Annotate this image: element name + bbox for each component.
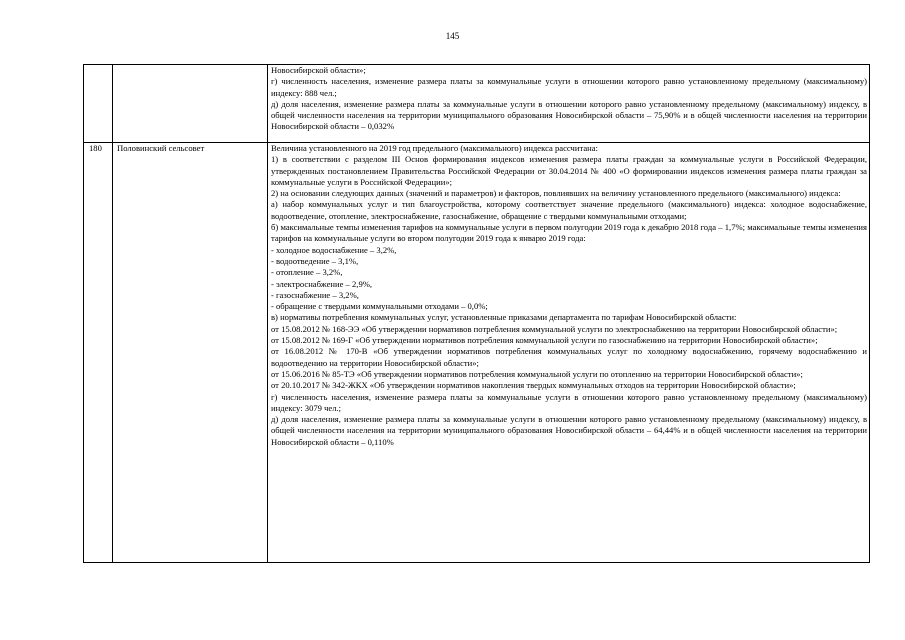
paragraph: от 20.10.2017 № 342-ЖКХ «Об утверждении нормативов накопления твердых коммунальных отходов на территории Новосибирской области»; xyxy=(271,380,796,391)
municipality-name-cell xyxy=(113,65,268,143)
paragraph: - отопление – 3,2%, xyxy=(271,267,343,278)
paragraph: Новосибирской области»; xyxy=(271,65,366,75)
index-table xyxy=(83,64,870,563)
paragraph: - холодное водоснабжение – 3,2%, xyxy=(271,244,397,255)
paragraph: - газоснабжение – 3,2%, xyxy=(271,289,359,300)
row-number-cell xyxy=(84,65,113,143)
calculation-description-cell xyxy=(268,65,870,143)
paragraph: 1) в соответствии с разделом III Основ формирования индексов изменения размера платы граждан за коммунальные услуги в Российской Федерации, утвержденных постановлением Правительства Российской Федерации от 30.04.2014 № 400 «О формировании индексов изменения размера платы граждан за коммунальные услуги в Российской Федерации»; xyxy=(271,154,867,187)
calculation-description-cell xyxy=(268,143,870,563)
page-number: 145 xyxy=(445,31,460,41)
paragraph: д) доля населения, изменение размера платы за коммунальные услуги в отношении которого равно установленному предельному (максимальному) индексу, в общей численности населения на территории муниципального образования Новосибирской области – 64,44% и в общей численности населения на территории Новосибирской области – 0,110% xyxy=(271,414,867,447)
paragraph: г) численность населения, изменение размера платы за коммунальные услуги в отношении которого равно установленному предельному (максимальному) индексу: 888 чел.; xyxy=(271,76,867,98)
paragraph: Величина установленного на 2019 год предельного (максимального) индекса рассчитана: xyxy=(271,143,598,153)
paragraph: д) доля населения, изменение размера платы за коммунальные услуги в отношении которого равно установленному предельному (максимальному) индексу, в общей численности населения на территории муниципального образования Новосибирской области – 75,90% и в общей численности населения на территории Новосибирской области – 0,032% xyxy=(271,98,867,132)
paragraph: г) численность населения, изменение размера платы за коммунальные услуги в отношении которого равно установленному предельному (максимальному) индексу: 3079 чел.; xyxy=(271,391,867,413)
paragraph: - электроснабжение – 2,9%, xyxy=(271,278,373,289)
paragraph: в) нормативы потребления коммунальных услуг, установленные приказами департамента по тарифам Новосибирской области: xyxy=(271,312,737,323)
paragraph: от 15.08.2012 № 168-ЭЭ «Об утверждении нормативов потребления коммунальной услуги по электроснабжению на территории Новосибирской области»; xyxy=(271,323,838,334)
paragraph: от 15.06.2016 № 85-ТЭ «Об утверждении нормативов потребления коммунальной услуги по отоплению на территории Новосибирской области»; xyxy=(271,368,803,379)
paragraph: от 16.08.2012 № 170-В «Об утверждении нормативов потребления коммунальных услуг по холодному водоснабжению, горячему водоснабжению и водоотведению на территории Новосибирской области»; xyxy=(271,346,867,368)
table-row xyxy=(84,143,870,563)
paragraph: - обращение с твердыми коммунальными отходами – 0,0%; xyxy=(271,301,488,312)
paragraph: 2) на основании следующих данных (значений и параметров) и факторов, повлиявших на величину установленного предельного (максимального) индекса: xyxy=(271,188,841,199)
row-number-cell: 180 xyxy=(84,143,113,563)
table-row xyxy=(84,65,870,143)
paragraph: - водоотведение – 3,1%, xyxy=(271,255,359,266)
paragraph: от 15.08.2012 № 169-Г «Об утверждении нормативов потребления коммунальной услуги по газоснабжению на территории Новосибирской области»; xyxy=(271,335,818,346)
municipality-name-cell: Половинский сельсовет xyxy=(113,143,268,563)
paragraph: б) максимальные темпы изменения тарифов на коммунальные услуги в первом полугодии 2019 года к декабрю 2018 года – 1,7%; максимальные темпы изменения тарифов на коммунальные услуги во втором полугодии 2019 года к январю 2019 года: xyxy=(271,222,867,244)
paragraph: а) набор коммунальных услуг и тип благоустройства, которому соответствует значение предельного (максимального) индекса: холодное водоснабжение, водоотведение, отопление, электроснабжение, газоснабжение, обращение с твердыми коммунальными отходами; xyxy=(271,199,867,221)
